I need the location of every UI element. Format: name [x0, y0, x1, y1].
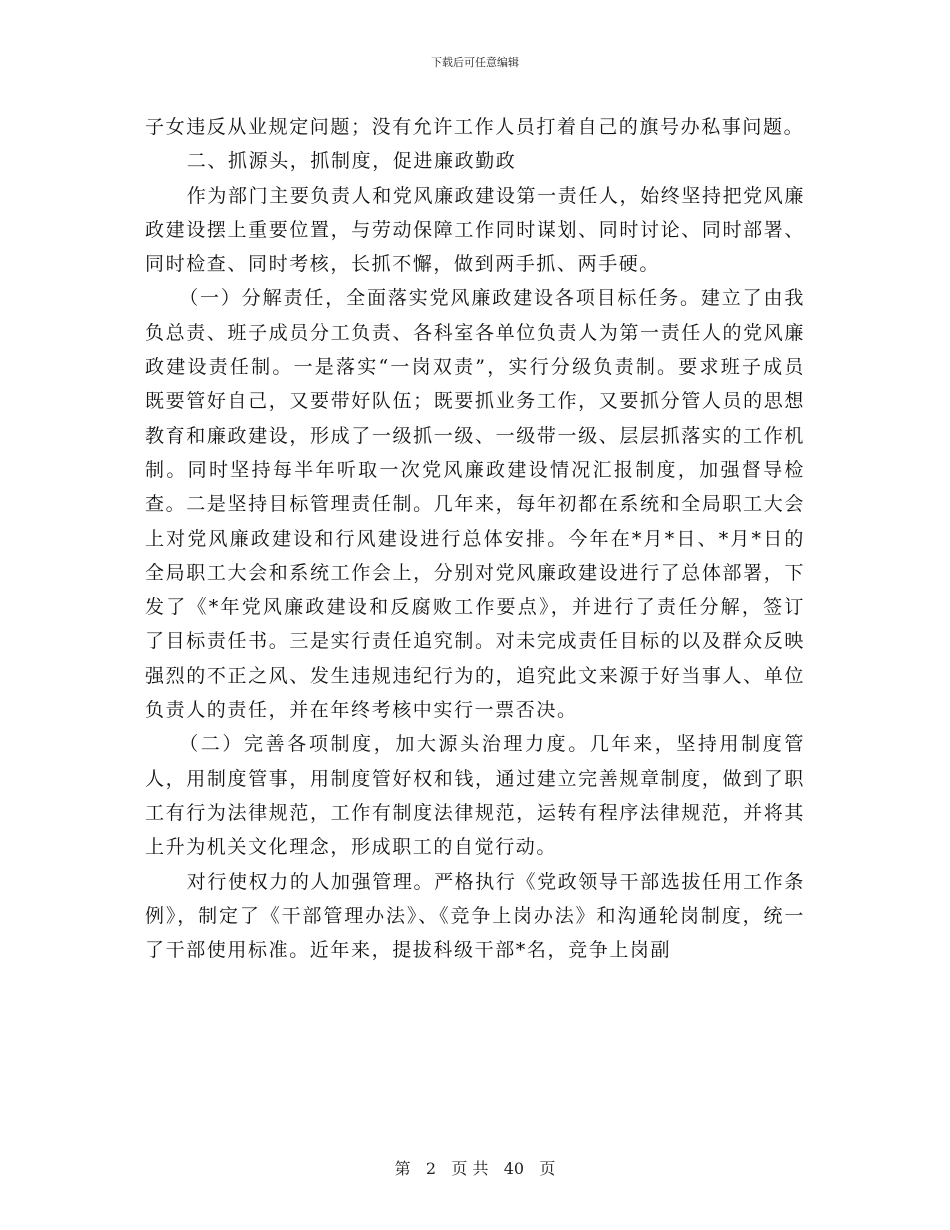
page-footer: [0, 1156, 950, 1179]
paragraph-continuation: 子女违反从业规定问题；没有允许工作人员打着自己的旗号办私事问题。: [145, 116, 805, 138]
page-label-suffix: 页: [539, 1159, 556, 1178]
page-label-middle: 页 共: [451, 1159, 489, 1178]
page-label-prefix: 第: [394, 1159, 411, 1178]
paragraph: 对行使权力的人加强管理。严格执行《党政领导干部选拔任用工作条例》，制定了《干部管理办法》、《竞争上岗办法》和沟通轮岗制度，统一了干部使用标准。近年来，提拔科级干部*名，竞争上岗副: [145, 870, 805, 962]
document-body: [145, 110, 805, 967]
paragraph: （二）完善各项制度，加大源头治理力度。几年来，坚持用制度管人，用制度管事，用制度管好权和钱，通过建立完善规章制度，做到了职工有行为法律规范，工作有制度法律规范，运转有程序法律规范，并将其上升为机关文化理念，形成职工的自觉行动。: [145, 733, 805, 859]
paragraph: 作为部门主要负责人和党风廉政建设第一责任人，始终坚持把党风廉政建设摆上重要位置，与劳动保障工作同时谋划、同时讨论、同时部署、同时检查、同时考核，长抓不懈，做到两手抓、两手硬。: [145, 184, 805, 276]
page-total: 40: [503, 1159, 525, 1178]
section-heading: 二、抓源头，抓制度，促进廉政勤政: [186, 150, 517, 173]
page-header-note: 下载后可任意编辑: [431, 56, 519, 69]
paragraph: （一）分解责任，全面落实党风廉政建设各项目标任务。建立了由我负总责、班子成员分工负责、各科室各单位负责人为第一责任人的党风廉政建设责任制。一是落实“一岗双责”，实行分级负责制。要求班子成员既要管好自己，又要带好队伍；既要抓业务工作，又要抓分管人员的思想教育和廉政建设，形成了一级抓一级、一级带一级、层层抓落实的工作机制。同时坚持每半年听取一次党风廉政建设情况汇报制度，加强督导检查。二是坚持目标管理责任制。几年来，每年初都在系统和全局职工大会上对党风廉政建设和行风建设进行总体安排。今年在*月*日、*月*日的全局职工大会和系统工作会上，分别对党风廉政建设进行了总体部署，下发了《*年党风廉政建设和反腐败工作要点》，并进行了责任分解，签订了目标责任书。三是实行责任追究制。对未完成责任目标的以及群众反映强烈的不正之风、发生违规违纪行为的，追究此文来源于好当事人、单位负责人的责任，并在年终考核中实行一票否决。: [145, 287, 805, 722]
page-current: 2: [425, 1159, 437, 1178]
